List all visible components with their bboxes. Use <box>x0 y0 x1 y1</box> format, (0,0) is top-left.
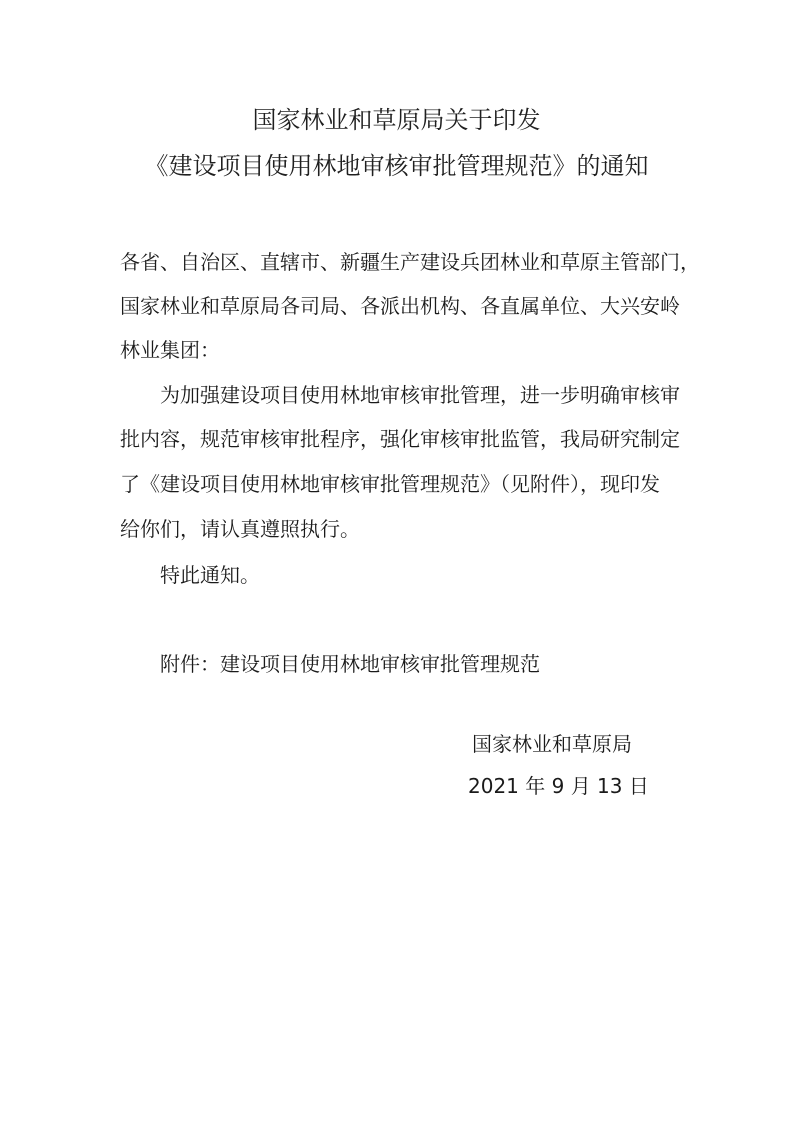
signature-date: 2021 年 9 月 13 日 <box>468 774 649 798</box>
addressee-line-1: 各省、自治区、直辖市、新疆生产建设兵团林业和草原主管部门， <box>120 250 700 274</box>
attachment-line: 附件：建设项目使用林地审核审批管理规范 <box>160 652 540 676</box>
body-line-2: 批内容，规范审核审批程序，强化审核审批监管，我局研究制定 <box>120 427 680 451</box>
signature-organization: 国家林业和草原局 <box>472 732 632 756</box>
addressee-line-3: 林业集团： <box>120 338 220 362</box>
addressee-line-2: 国家林业和草原局各司局、各派出机构、各直属单位、大兴安岭 <box>120 294 680 318</box>
body-line-3: 了《建设项目使用林地审核审批管理规范》（见附件），现印发 <box>120 472 660 496</box>
document-title-line-1: 国家林业和草原局关于印发 <box>252 106 541 134</box>
document-title-line-2: 《建设项目使用林地审核审批管理规范》的通知 <box>144 152 649 180</box>
closing-notice: 特此通知。 <box>160 563 260 587</box>
body-line-4: 给你们，请认真遵照执行。 <box>120 517 360 541</box>
body-line-1: 为加强建设项目使用林地审核审批管理，进一步明确审核审 <box>160 383 680 407</box>
